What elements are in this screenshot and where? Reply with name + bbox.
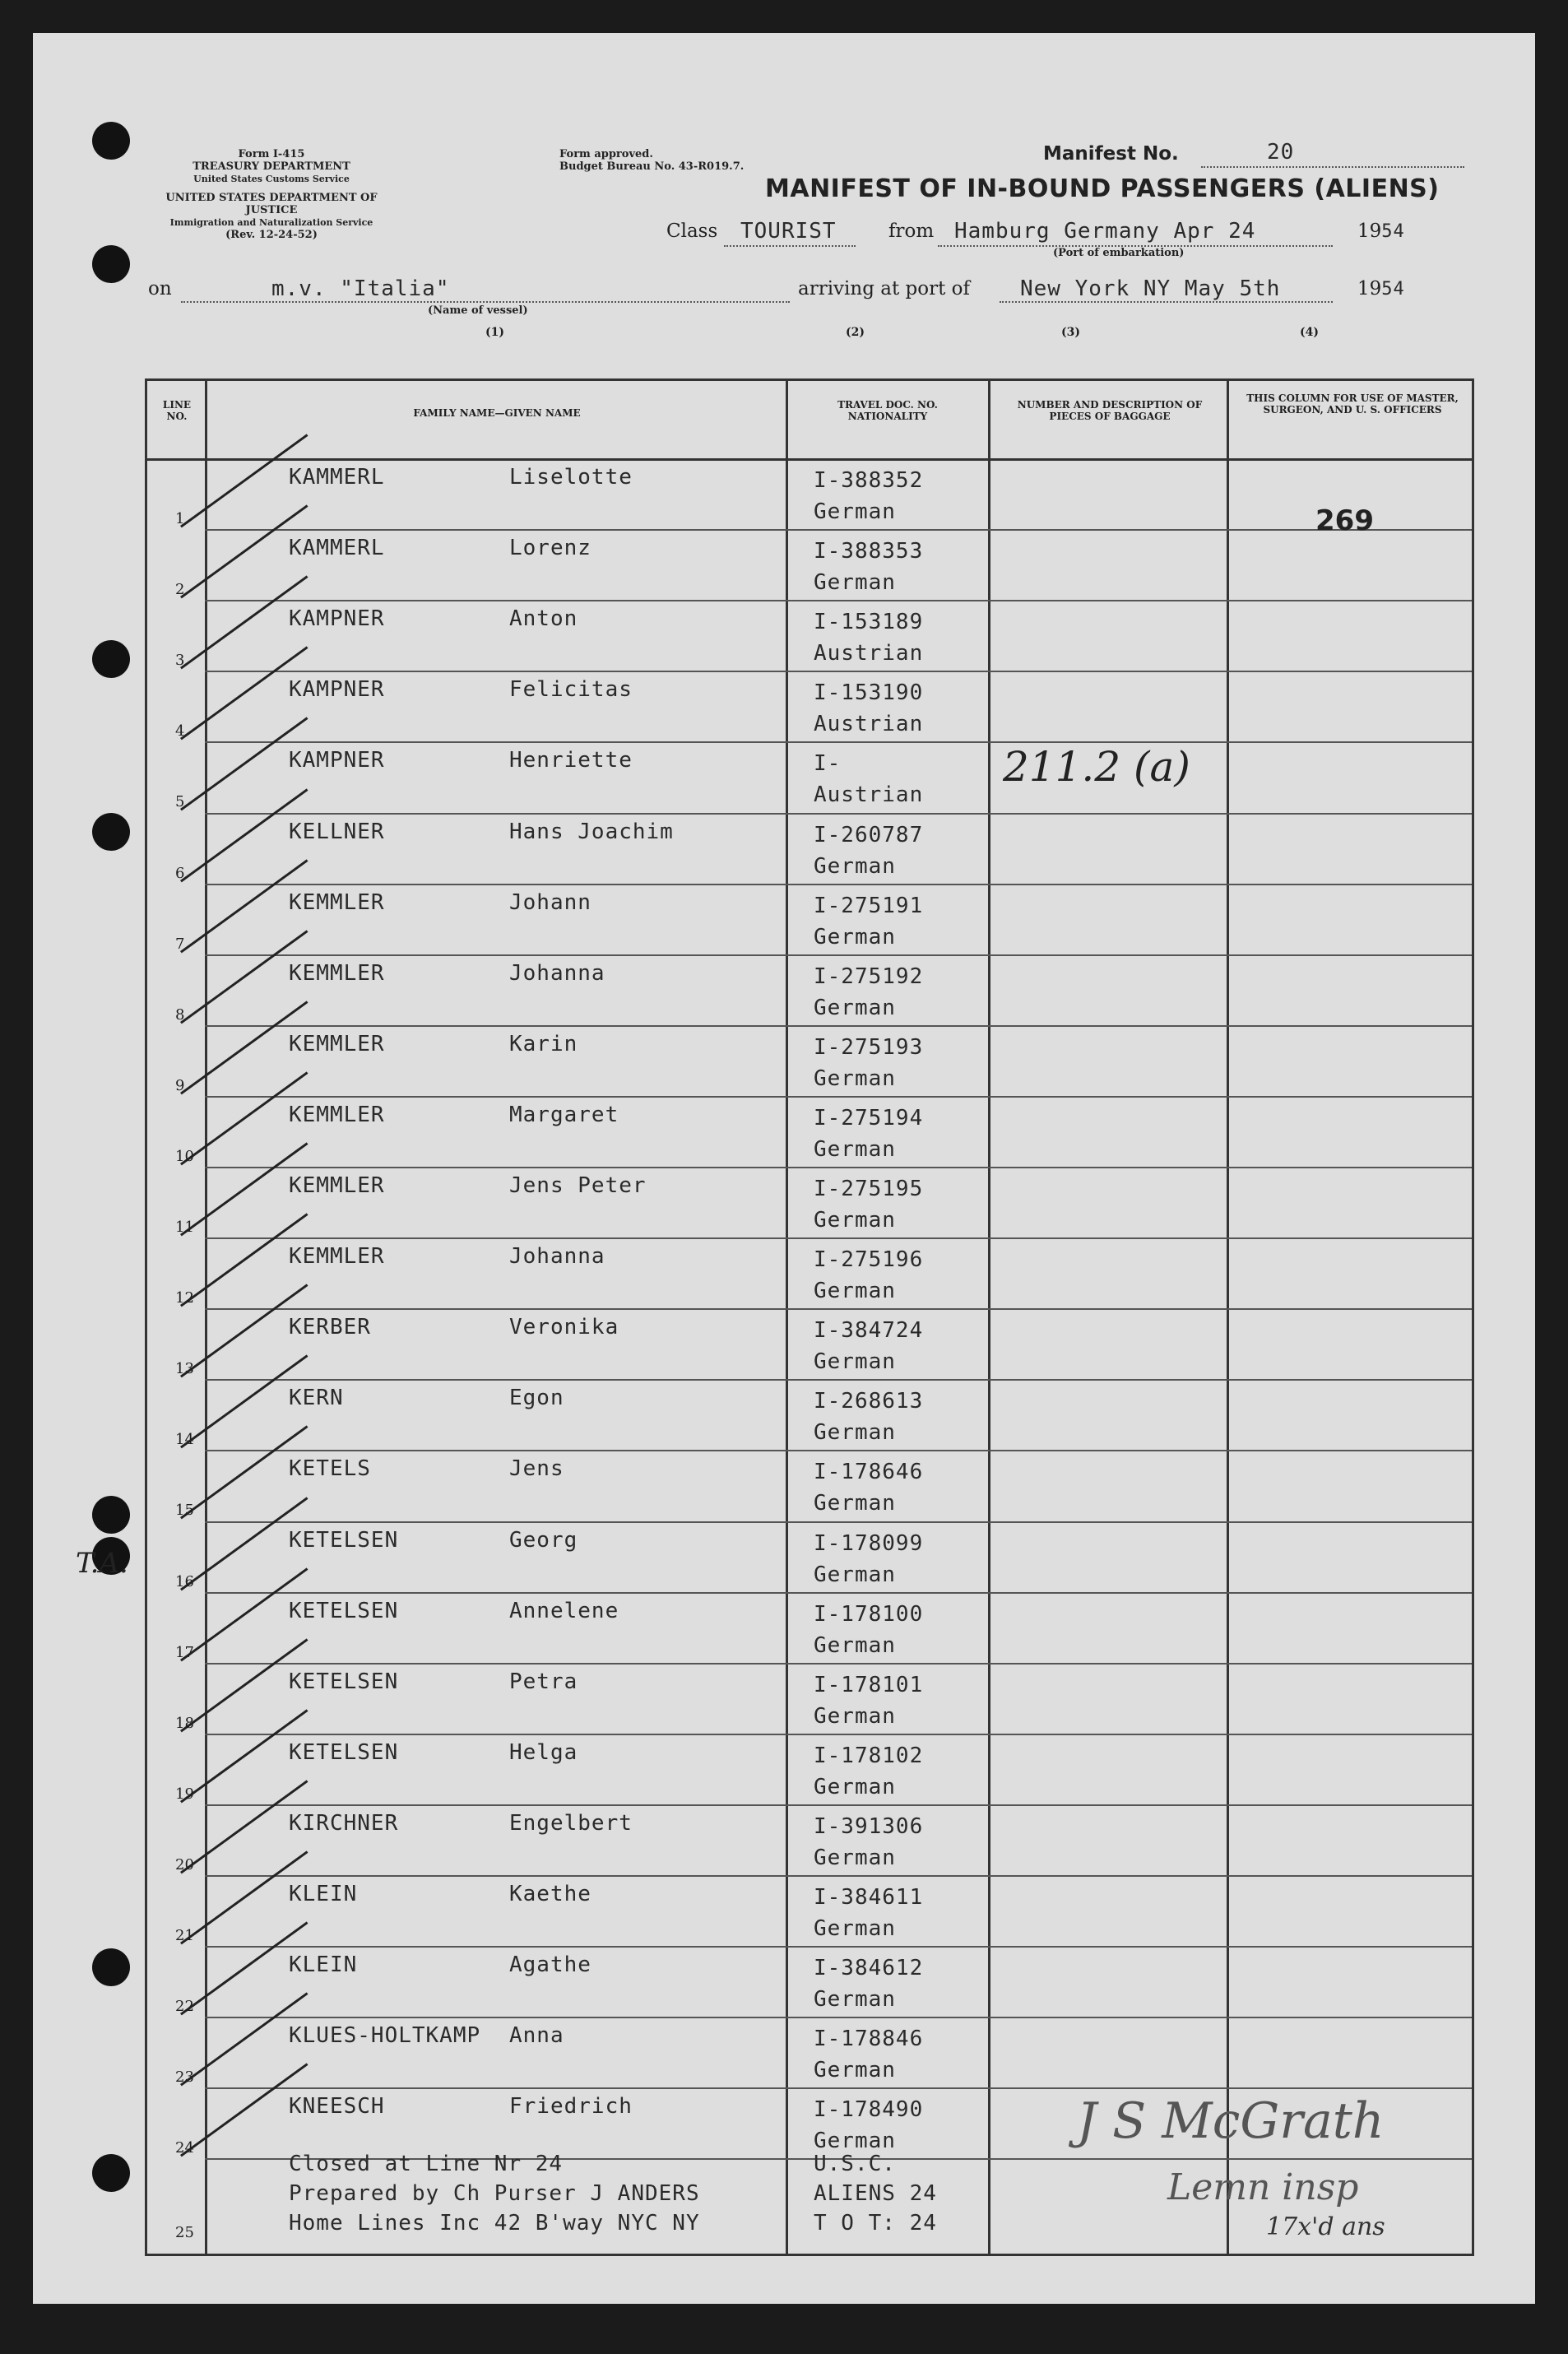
table-row xyxy=(147,1237,1472,1308)
nationality: German xyxy=(814,1774,896,1799)
doc-number: I-275191 xyxy=(814,893,924,918)
line-number: 13 xyxy=(175,1360,194,1378)
travel-doc xyxy=(814,1386,923,1448)
nationality: German xyxy=(814,1987,896,2013)
baggage-note: 211.2 (a) xyxy=(1003,743,1190,791)
given-name: Johanna xyxy=(509,1244,605,1270)
line-number: 3 xyxy=(175,652,185,670)
punch-hole xyxy=(92,2154,130,2192)
line-number: 2 xyxy=(175,581,185,599)
budget-bureau: Budget Bureau No. 43-R019.7. xyxy=(559,160,745,173)
punch-hole xyxy=(92,813,130,851)
table-row xyxy=(147,1521,1472,1592)
table-row xyxy=(147,884,1472,954)
travel-doc xyxy=(814,677,923,740)
given-name: Lorenz xyxy=(509,536,591,561)
given-name: Anna xyxy=(509,2023,564,2049)
travel-doc xyxy=(814,606,923,669)
line-number: 5 xyxy=(175,793,185,811)
header-travel-doc: TRAVEL DOC. NO. NATIONALITY xyxy=(837,399,938,422)
doc-number: I-384611 xyxy=(814,1885,924,1910)
family-name: KLEIN xyxy=(289,1952,358,1978)
side-note-ta: T.A. xyxy=(76,1547,128,1580)
line-number: 18 xyxy=(175,1714,194,1732)
travel-doc xyxy=(814,2094,923,2157)
travel-doc xyxy=(814,1244,923,1307)
travel-doc xyxy=(814,1173,923,1236)
table-row xyxy=(147,529,1472,600)
travel-doc xyxy=(814,1952,923,2015)
table-row xyxy=(147,671,1472,741)
nationality: German xyxy=(814,1916,896,1941)
table-row xyxy=(147,1167,1472,1237)
nationality: German xyxy=(814,1420,896,1446)
doc-number: I-178490 xyxy=(814,2097,924,2123)
given-name: Anton xyxy=(509,606,578,632)
line-number-25: 25 xyxy=(175,2224,194,2241)
family-name: KAMPNER xyxy=(289,606,385,632)
header-line-no: LINE NO. xyxy=(162,399,192,422)
year-suffix: 54 xyxy=(1381,221,1405,242)
doc-number: I-275194 xyxy=(814,1105,924,1131)
travel-doc xyxy=(814,819,923,882)
manifest-no-line xyxy=(1201,166,1464,168)
doc-number: I-260787 xyxy=(814,822,924,847)
class-value: TOURIST xyxy=(740,219,837,244)
agency-customs: United States Customs Service xyxy=(193,174,350,184)
nationality: German xyxy=(814,1562,896,1587)
vessel-note: (Name of vessel) xyxy=(428,304,528,317)
inspector-signature-2: Lemn insp xyxy=(1167,2166,1359,2208)
travel-doc xyxy=(814,1315,923,1377)
family-name: KEMMLER xyxy=(289,1102,385,1127)
given-name: Henriette xyxy=(509,748,633,773)
manifest-page xyxy=(33,33,1535,2304)
travel-doc xyxy=(814,465,923,527)
doc-number: I-178101 xyxy=(814,1672,924,1697)
travel-doc xyxy=(814,1811,923,1873)
manifest-title: MANIFEST OF IN-BOUND PASSENGERS (ALIENS) xyxy=(765,174,1440,203)
table-row xyxy=(147,1592,1472,1663)
line-number: 7 xyxy=(175,935,185,953)
family-name: KAMMERL xyxy=(289,465,385,490)
family-name: KNEESCH xyxy=(289,2094,385,2120)
family-name: KEMMLER xyxy=(289,960,385,986)
agency-ins: Immigration and Naturalization Service xyxy=(169,217,373,228)
nationality: German xyxy=(814,570,896,596)
col-number-3: (3) xyxy=(1061,326,1080,339)
line-number: 6 xyxy=(175,864,185,882)
travel-doc xyxy=(814,1456,923,1519)
travel-doc xyxy=(814,1669,923,1732)
col-number-4: (4) xyxy=(1300,326,1319,339)
travel-doc xyxy=(814,1103,923,1165)
given-name: Annelene xyxy=(509,1598,619,1623)
closed-at-line: Closed at Line Nr 24 xyxy=(289,2152,564,2176)
table-row xyxy=(147,954,1472,1025)
nationality: German xyxy=(814,499,896,524)
given-name: Jens xyxy=(509,1456,564,1482)
form-agency-block xyxy=(148,148,395,241)
arriving-line xyxy=(1000,301,1333,303)
from-label: from xyxy=(888,221,935,242)
family-name: KEMMLER xyxy=(289,1031,385,1056)
table-row xyxy=(147,1025,1472,1096)
table-row xyxy=(147,741,1472,812)
doc-number: I-275196 xyxy=(814,1247,924,1273)
class-line xyxy=(724,245,856,247)
nationality: German xyxy=(814,2058,896,2083)
total-count: T O T: 24 xyxy=(814,2211,937,2236)
doc-number: I-268613 xyxy=(814,1389,924,1414)
doc-number: I-384724 xyxy=(814,1318,924,1344)
doc-number: I-178102 xyxy=(814,1743,924,1768)
col-number-2: (2) xyxy=(846,326,865,339)
nationality: German xyxy=(814,1279,896,1304)
family-name: KETELS xyxy=(289,1456,371,1482)
form-revision: (Rev. 12-24-52) xyxy=(225,229,318,241)
given-name: Johanna xyxy=(509,960,605,986)
table-row xyxy=(147,1096,1472,1167)
table-row xyxy=(147,1663,1472,1734)
officer-number-269: 269 xyxy=(1315,504,1374,537)
travel-doc xyxy=(814,536,923,598)
line-number: 19 xyxy=(175,1785,194,1803)
arriving-value: New York NY May 5th xyxy=(1020,276,1281,301)
manifest-no-label: Manifest No. xyxy=(1043,143,1179,165)
agency-justice: UNITED STATES DEPARTMENT OF JUSTICE xyxy=(165,192,378,216)
nationality: German xyxy=(814,1491,896,1516)
line-number: 12 xyxy=(175,1289,194,1307)
given-name: Petra xyxy=(509,1669,578,1694)
nationality: German xyxy=(814,1845,896,1870)
travel-doc xyxy=(814,961,923,1024)
doc-number: I-384612 xyxy=(814,1956,924,1981)
line-number: 22 xyxy=(175,1998,194,2016)
usc-label: U.S.C. xyxy=(814,2152,896,2176)
family-name: KEMMLER xyxy=(289,889,385,915)
nationality: Austrian xyxy=(814,641,924,666)
doc-number: I-391306 xyxy=(814,1813,924,1839)
table-row xyxy=(147,600,1472,671)
line-number: 10 xyxy=(175,1147,194,1165)
travel-doc xyxy=(814,2023,923,2086)
prepared-by: Prepared by Ch Purser J ANDERS xyxy=(289,2181,700,2206)
doc-number: I-153190 xyxy=(814,680,924,706)
line-number: 16 xyxy=(175,1572,194,1590)
given-name: Engelbert xyxy=(509,1810,633,1836)
doc-number: I-388352 xyxy=(814,468,924,493)
given-name: Veronika xyxy=(509,1315,619,1340)
year-label xyxy=(1357,221,1405,242)
punch-hole xyxy=(92,245,130,283)
doc-number: I-178099 xyxy=(814,1530,924,1556)
doc-number: I-275192 xyxy=(814,963,924,989)
travel-doc xyxy=(814,1882,923,1944)
nationality: Austrian xyxy=(814,782,924,808)
line-number: 15 xyxy=(175,1502,194,1520)
doc-number: I-388353 xyxy=(814,539,924,564)
nationality: German xyxy=(814,853,896,879)
form-number: Form I-415 xyxy=(238,148,305,160)
given-name: Liselotte xyxy=(509,465,633,490)
family-name: KERBER xyxy=(289,1315,371,1340)
line-number: 1 xyxy=(175,510,185,527)
family-name: KLUES-HOLTKAMP xyxy=(289,2023,481,2049)
line-number: 8 xyxy=(175,1005,185,1024)
doc-number: I-275193 xyxy=(814,1034,924,1060)
table-row xyxy=(147,1734,1472,1804)
given-name: Jens Peter xyxy=(509,1173,647,1198)
line-number: 4 xyxy=(175,722,185,741)
given-name: Margaret xyxy=(509,1102,619,1127)
table-row xyxy=(147,1804,1472,1875)
punch-hole xyxy=(92,640,130,678)
inspector-signature-3: 17x'd ans xyxy=(1266,2212,1385,2241)
nationality: German xyxy=(814,1703,896,1729)
travel-doc xyxy=(814,1032,923,1094)
given-name: Felicitas xyxy=(509,677,633,703)
line-number: 21 xyxy=(175,1927,194,1944)
family-name: KETELSEN xyxy=(289,1527,399,1553)
aliens-count: ALIENS 24 xyxy=(814,2181,937,2206)
nationality: German xyxy=(814,1632,896,1658)
nationality: German xyxy=(814,2129,896,2154)
punch-hole xyxy=(92,122,130,160)
passenger-table xyxy=(145,378,1474,2256)
table-row xyxy=(147,1379,1472,1450)
given-name: Helga xyxy=(509,1739,578,1765)
punch-hole xyxy=(92,1496,130,1534)
given-name: Egon xyxy=(509,1386,564,1411)
line-number: 24 xyxy=(175,2139,194,2157)
family-name: KELLNER xyxy=(289,819,385,844)
on-label: on xyxy=(148,278,172,299)
punch-hole xyxy=(92,1948,130,1986)
travel-doc xyxy=(814,748,923,810)
class-label: Class xyxy=(666,221,718,242)
family-name: KETELSEN xyxy=(289,1739,399,1765)
family-name: KERN xyxy=(289,1386,344,1411)
table-row xyxy=(147,2017,1472,2087)
travel-doc xyxy=(814,890,923,953)
line-number: 23 xyxy=(175,2068,194,2087)
line-number: 11 xyxy=(175,1219,194,1236)
given-name: Kaethe xyxy=(509,1882,591,1906)
budget-block xyxy=(559,148,744,173)
agency-treasury: TREASURY DEPARTMENT xyxy=(193,160,350,173)
doc-number: I-275195 xyxy=(814,1177,924,1201)
form-approved: Form approved. xyxy=(559,148,653,160)
family-name: KAMPNER xyxy=(289,677,385,703)
header-name: FAMILY NAME—GIVEN NAME xyxy=(413,407,581,419)
family-name: KIRCHNER xyxy=(289,1810,399,1836)
doc-number: I-178646 xyxy=(814,1460,924,1485)
vessel-value: m.v. "Italia" xyxy=(271,276,450,301)
given-name: Georg xyxy=(509,1527,578,1553)
arriving-label: arriving at port of xyxy=(798,278,970,299)
nationality: Austrian xyxy=(814,712,924,737)
doc-number: I-178100 xyxy=(814,1601,924,1627)
inspector-signature: J S McGrath xyxy=(1077,2092,1385,2150)
family-name: KAMMERL xyxy=(289,536,385,561)
table-row xyxy=(147,458,1472,529)
given-name: Johann xyxy=(509,889,591,915)
line-number: 14 xyxy=(175,1431,194,1449)
table-row xyxy=(147,1308,1472,1379)
table-row xyxy=(147,1946,1472,2017)
nationality: German xyxy=(814,1208,896,1233)
home-lines: Home Lines Inc 42 B'way NYC NY xyxy=(289,2211,700,2236)
header-baggage: NUMBER AND DESCRIPTION OF PIECES OF BAGGAGE xyxy=(1017,399,1203,422)
from-value: Hamburg Germany Apr 24 xyxy=(954,219,1256,244)
nationality: German xyxy=(814,1066,896,1091)
family-name: KEMMLER xyxy=(289,1244,385,1270)
nationality: German xyxy=(814,924,896,949)
nationality: German xyxy=(814,1136,896,1162)
given-name: Karin xyxy=(509,1031,578,1056)
family-name: KEMMLER xyxy=(289,1173,385,1198)
vessel-line xyxy=(181,301,790,303)
arrival-year-prefix: 19 xyxy=(1357,278,1382,299)
table-row xyxy=(147,1450,1472,1521)
family-name: KETELSEN xyxy=(289,1598,399,1623)
arrival-year-label xyxy=(1357,278,1405,299)
embark-note: (Port of embarkation) xyxy=(1053,247,1185,259)
doc-number: I-178846 xyxy=(814,2027,924,2052)
given-name: Hans Joachim xyxy=(509,819,674,844)
manifest-no-value: 20 xyxy=(1267,140,1295,165)
line-number: 17 xyxy=(175,1643,194,1661)
travel-doc xyxy=(814,1528,923,1590)
doc-number: I-153189 xyxy=(814,610,924,635)
col-number-1: (1) xyxy=(485,326,504,339)
arrival-year-suffix: 54 xyxy=(1381,279,1405,299)
table-row xyxy=(147,1875,1472,1946)
header-officers: THIS COLUMN FOR USE OF MASTER, SURGEON, AND U. S. OFFICERS xyxy=(1246,392,1459,416)
line-number: 20 xyxy=(175,1855,194,1873)
travel-doc xyxy=(814,1599,923,1661)
table-row xyxy=(147,813,1472,884)
given-name: Agathe xyxy=(509,1952,591,1978)
travel-doc xyxy=(814,1740,923,1803)
family-name: KAMPNER xyxy=(289,748,385,773)
given-name: Friedrich xyxy=(509,2094,633,2120)
family-name: KETELSEN xyxy=(289,1669,399,1694)
nationality: German xyxy=(814,995,896,1020)
year-prefix: 19 xyxy=(1357,221,1382,242)
family-name: KLEIN xyxy=(289,1882,358,1906)
doc-number: I- xyxy=(814,751,842,777)
nationality: German xyxy=(814,1349,896,1375)
line-number: 9 xyxy=(175,1076,185,1094)
